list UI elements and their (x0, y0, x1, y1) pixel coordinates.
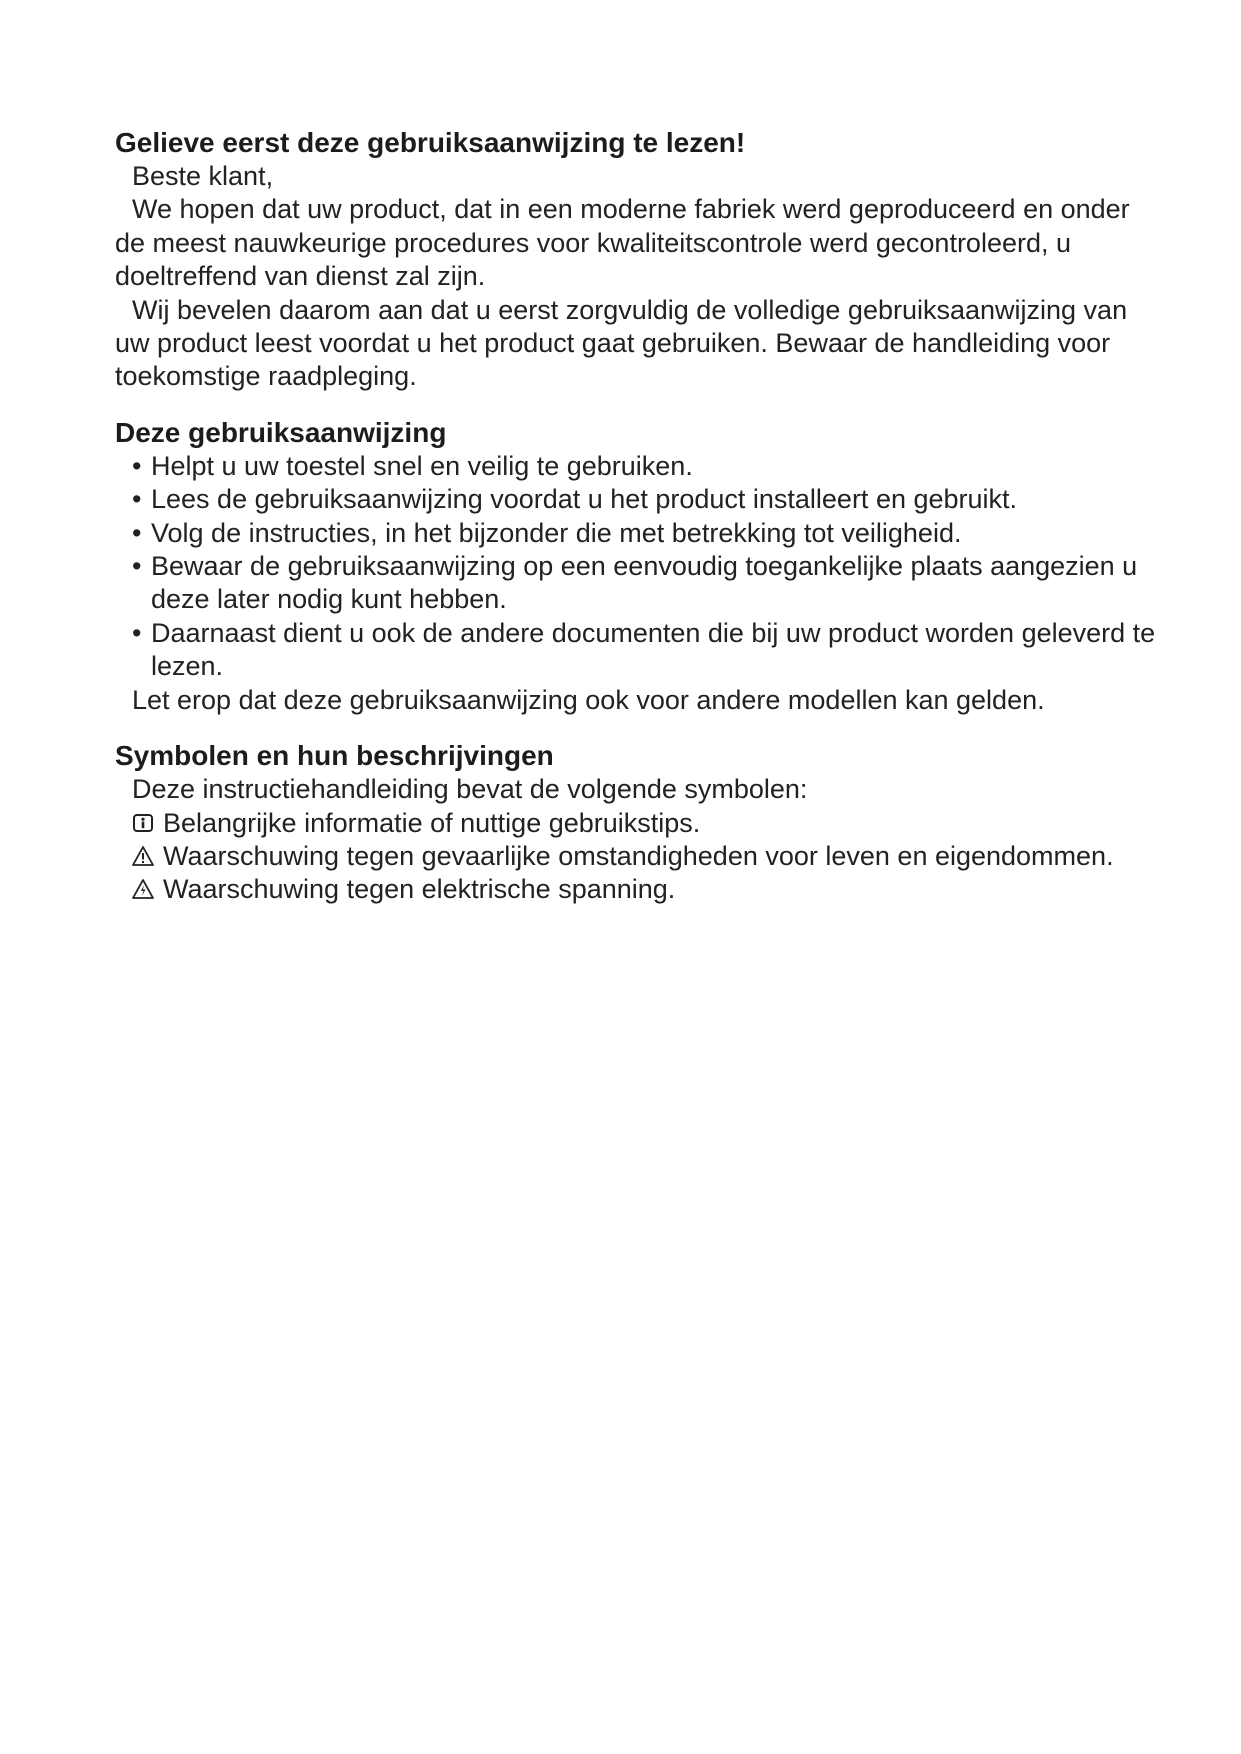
symbols-intro: Deze instructiehandleiding bevat de volgende symbolen: (132, 774, 808, 805)
recommendation-paragraph: Wij bevelen daarom aan dat u eerst zorgvuldig de volledige gebruiksaanwijzing van uw product leest voordat u het product gaat gebruiken. Bewaar de handleiding voor toekomstige raadpleging. (115, 294, 1128, 392)
bullet-dot: • (132, 450, 142, 481)
list-item (115, 450, 1160, 483)
symbol-line-warning (115, 840, 1160, 873)
list-item (115, 550, 1160, 617)
warning-icon (132, 845, 154, 867)
greeting: Beste klant, (132, 161, 274, 191)
list-item-text: Bewaar de gebruiksaanwijzing op een eenvoudig toegankelijke plaats aangezien u deze later nodig kunt hebben. (151, 551, 1138, 615)
symbol-line-electric-warning (115, 873, 1160, 906)
list-item-text: Volg de instructies, in het bijzonder die met betrekking tot veiligheid. (151, 517, 962, 548)
electric-warning-icon (132, 878, 154, 900)
symbol-description: Waarschuwing tegen gevaarlijke omstandigheden voor leven en eigendommen. (163, 840, 1114, 871)
bullet-dot: • (132, 484, 142, 515)
bullet-dot: • (132, 551, 142, 582)
section-read-first (115, 126, 1160, 394)
section-this-manual (115, 416, 1160, 717)
bullet-list (115, 450, 1160, 684)
list-item-text: Lees de gebruiksaanwijzing voordat u het product installeert en gebruikt. (151, 484, 1018, 515)
list-item (115, 617, 1160, 684)
models-note: Let erop dat deze gebruiksaanwijzing ook voor andere modellen kan gelden. (132, 684, 1045, 715)
list-item (115, 483, 1160, 516)
info-icon (132, 812, 154, 834)
bullet-dot: • (132, 617, 142, 648)
section-symbols (115, 739, 1160, 907)
bullet-dot: • (132, 517, 142, 548)
section-title-this-manual: Deze gebruiksaanwijzing (115, 416, 447, 448)
symbol-description: Belangrijke informatie of nuttige gebruikstips. (163, 807, 701, 838)
section-title-symbols: Symbolen en hun beschrijvingen (115, 740, 554, 772)
symbol-description: Waarschuwing tegen elektrische spanning. (163, 874, 676, 905)
page-content (115, 126, 1160, 907)
list-item (115, 517, 1160, 550)
list-item-text: Helpt u uw toestel snel en veilig te gebruiken. (151, 450, 693, 481)
section-title-read-first: Gelieve eerst deze gebruiksaanwijzing te lezen! (115, 127, 746, 158)
symbol-line-info (115, 807, 1160, 840)
intro-paragraph: We hopen dat uw product, dat in een moderne fabriek werd geproduceerd en onder de meest nauwkeurige procedures voor kwaliteitscontrole werd gecontroleerd, u doeltreffend van dienst zal zijn. (115, 194, 1130, 292)
list-item-text: Daarnaast dient u ook de andere documenten die bij uw product worden geleverd te lezen. (151, 617, 1156, 682)
